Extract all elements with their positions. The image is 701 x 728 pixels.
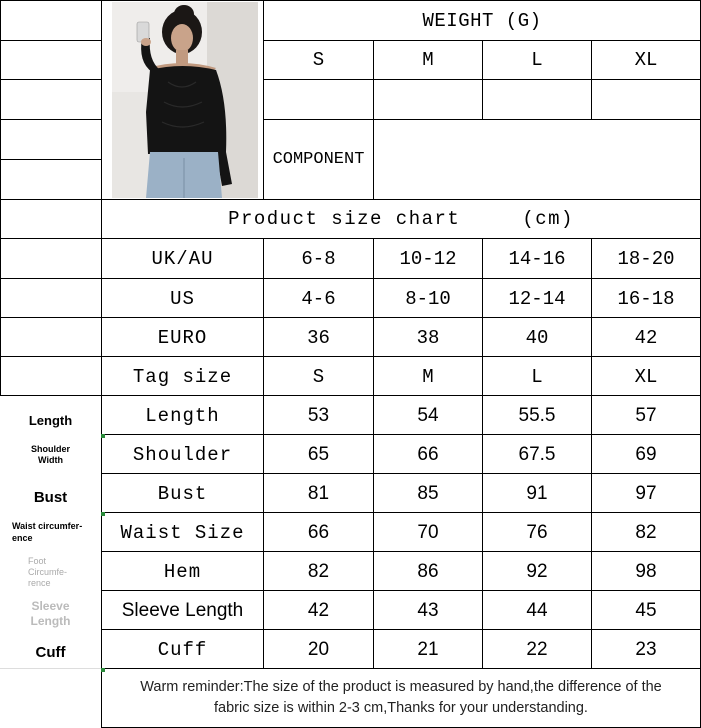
table-cell: 4-6 [301, 287, 336, 310]
table-cell: 10-12 [399, 247, 457, 270]
table-cell: 97 [635, 482, 657, 504]
row-label: Length [145, 404, 220, 427]
table-cell: 23 [635, 638, 657, 660]
diagram-label-sleeve [0, 598, 101, 630]
table-cell: 14-16 [508, 247, 566, 270]
table-cell: 91 [526, 482, 548, 504]
row-label: US [170, 287, 195, 310]
weight-size-m: M [422, 49, 434, 71]
diagram-label-length [0, 408, 101, 432]
table-cell: 66 [307, 521, 330, 543]
diagram-label-foot-line3: rence [28, 577, 51, 588]
grid-line [0, 119, 101, 120]
table-cell: XL [634, 365, 658, 388]
weight-size-xl: XL [634, 49, 658, 71]
grid-line [0, 159, 101, 160]
grid-line [591, 79, 592, 120]
table-cell: 43 [417, 599, 439, 621]
size-chart-title-text: Product size chart [228, 208, 461, 230]
table-cell: 76 [526, 521, 548, 543]
model-photo [112, 2, 258, 198]
row-label: Bust [157, 482, 208, 505]
table-cell: 92 [526, 560, 548, 582]
warm-reminder-line1: Warm reminder:The size of the product is measured by hand,the difference of the [140, 679, 662, 695]
table-cell: 67.5 [518, 443, 556, 465]
grid-line [0, 668, 101, 669]
row-label: Cuff [157, 638, 208, 661]
table-cell: 82 [635, 521, 657, 543]
diagram-label-sleeve-line1: Sleeve [31, 599, 70, 613]
diagram-label-waist-line2: ence [12, 533, 33, 543]
table-cell: 98 [635, 560, 657, 582]
table-cell: 70 [417, 521, 439, 543]
row-label: EURO [157, 326, 208, 349]
table-cell: 16-18 [617, 287, 675, 310]
diagram-label-waist-line1: Waist circumfer- [12, 521, 83, 531]
row-label: Tag size [132, 365, 233, 388]
row-label: Shoulder [132, 443, 233, 466]
component-label: COMPONENT [272, 150, 365, 169]
diagram-label-foot [0, 555, 101, 589]
table-cell: M [422, 365, 434, 388]
table-cell: 53 [307, 404, 330, 426]
table-cell: 81 [307, 482, 330, 504]
table-cell: 8-10 [405, 287, 451, 310]
table-cell: 40 [525, 326, 549, 349]
diagram-label-waist [0, 518, 101, 546]
diagram-label-sleeve-line2: Length [30, 614, 71, 628]
table-cell: 38 [416, 326, 440, 349]
diagram-label-cuff [0, 640, 101, 664]
table-cell: L [531, 365, 543, 388]
size-chart-title [102, 200, 700, 238]
grid-line [0, 79, 101, 80]
table-cell: 86 [417, 560, 439, 582]
diagram-label-shoulder-line2: Width [38, 455, 63, 465]
table-cell: 12-14 [508, 287, 566, 310]
weight-title: WEIGHT (G) [422, 9, 542, 32]
diagram-label-foot-line2: Circumfe- [28, 566, 68, 577]
diagram-label-bust [0, 484, 101, 510]
row-label: UK/AU [151, 247, 214, 270]
table-cell: 54 [417, 404, 439, 426]
table-cell: S [312, 365, 325, 388]
grid-line [0, 40, 101, 41]
table-cell: 69 [635, 443, 657, 465]
table-cell: 44 [526, 599, 548, 621]
table-cell: 20 [307, 638, 330, 660]
table-cell: 42 [634, 326, 658, 349]
table-cell: 66 [417, 443, 439, 465]
marker-dot [101, 512, 105, 516]
weight-size-l: L [531, 49, 543, 71]
grid-line [0, 0, 1, 396]
diagram-label-cuff-text: Cuff [35, 643, 66, 661]
table-cell: 42 [307, 599, 330, 621]
warm-reminder-line2: fabric size is within 2-3 cm,Thanks for your understanding. [214, 700, 588, 716]
diagram-label-shoulder-line1: Shoulder [30, 444, 70, 454]
table-cell: 45 [635, 599, 657, 621]
table-cell: 82 [307, 560, 330, 582]
size-chart-unit: (cm) [522, 208, 574, 230]
diagram-label-foot-line1: Foot [28, 555, 47, 566]
table-cell: 55.5 [518, 404, 556, 426]
table-cell: 36 [307, 326, 330, 349]
weight-size-s: S [312, 49, 325, 71]
table-cell: 22 [526, 638, 548, 660]
grid-line [482, 79, 483, 120]
table-cell: 21 [417, 638, 439, 660]
warm-reminder [102, 670, 700, 726]
table-cell: 57 [635, 404, 657, 426]
row-label: Hem [163, 560, 202, 583]
marker-dot [101, 434, 105, 438]
table-cell: 6-8 [301, 247, 336, 270]
table-cell: 65 [307, 443, 330, 465]
table-cell: 85 [417, 482, 439, 504]
diagram-label-bust-text: Bust [33, 488, 68, 506]
diagram-label-shoulder [0, 441, 101, 469]
row-label: Sleeve Length [121, 599, 244, 621]
table-cell: 18-20 [617, 247, 675, 270]
row-label: Waist Size [120, 521, 245, 544]
diagram-label-length-text: Length [28, 412, 73, 428]
